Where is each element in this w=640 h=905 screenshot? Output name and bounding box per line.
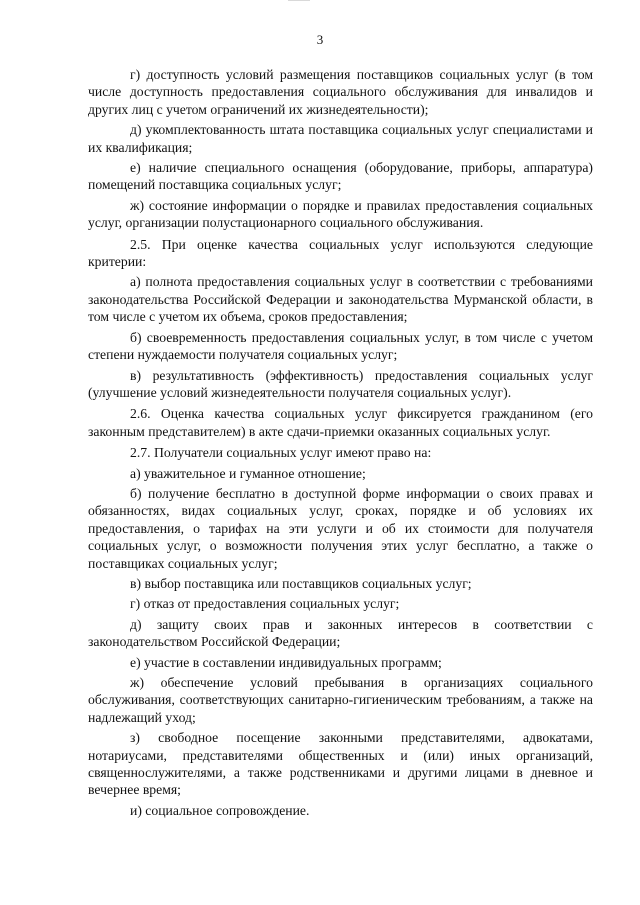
- right-i: и) социальное сопровождение.: [130, 802, 310, 818]
- paragraph-criterion-d: д) укомплектованность штата поставщика социальных услуг специалистами и их квалификация;: [88, 122, 593, 155]
- right-g: г) отказ от предоставления социальных услуг;: [130, 596, 400, 612]
- right-zh: ж) обеспечение условий пребывания в организациях социального обслуживания, соответствующих санитарно-гигиеническим требованиям, а также на надлежащий уход;: [88, 675, 593, 725]
- right-z: з) свободное посещение законными представителями, адвокатами, нотариусами, представителями общественных и (или) иных организаций, священнослужителями, а также родственниками и другими лицами в дневное и вечернее время;: [88, 730, 593, 798]
- right-d: д) защиту своих прав и законных интересов в соответствии с законодательством Российской Федерации;: [88, 616, 593, 650]
- right-a: а) уважительное и гуманное отношение;: [130, 465, 366, 481]
- scan-edge-mark: [288, 0, 310, 1]
- paragraph-criterion-zh: ж) состояние информации о порядке и правилах предоставления социальных услуг, организации полустационарного социального обслуживания.: [88, 197, 593, 231]
- right-b: б) получение бесплатно в доступной форме информации о своих правах и обязанностях, видах социальных услуг, сроках, порядке и об условиях их предоставления, о тарифах на эти услуги и об их стоимости для получателя социальных услуг, о возможности получения этих услуг бесплатно, а также о поставщиках социальных услуг;: [88, 485, 593, 571]
- paragraph-criterion-v: в) результативность (эффективность) предоставления социальных услуг (улучшение условий жизнедеятельности получателя социальных услуг).: [88, 367, 593, 400]
- page-number: 3: [316, 32, 324, 47]
- paragraph-criterion-e: е) наличие специального оснащения (оборудование, приборы, аппаратура) помещений поставщика социальных услуг;: [88, 160, 593, 193]
- paragraph-criterion-a: а) полнота предоставления социальных услуг в соответствии с требованиями законодательства Российской Федерации и законодательства Мурманской области, в том числе с учетом их объема, сроков предоставления;: [88, 274, 593, 325]
- section-2-6-text: 2.6. Оценка качества социальных услуг фиксируется гражданином (его законным представителем) в акте сдачи-приемки оказанных социальных услуг.: [88, 406, 593, 439]
- section-2-7-heading: 2.7. Получатели социальных услуг имеют право на:: [130, 445, 432, 461]
- right-e: е) участие в составлении индивидуальных программ;: [130, 654, 442, 670]
- section-2-5-heading: 2.5. При оценке качества социальных услуг используются следующие критерии:: [88, 236, 593, 270]
- paragraph-criterion-g: г) доступность условий размещения поставщиков социальных услуг (в том числе доступность предоставления социального обслуживания для инвалидов и других лиц с учетом ограничений их жизнедеятельности);: [88, 67, 593, 117]
- right-v: в) выбор поставщика или поставщиков социальных услуг;: [130, 575, 472, 591]
- paragraph-criterion-b: б) своевременность предоставления социальных услуг, в том числе с учетом степени нуждаемости получателя социальных услуг;: [88, 329, 593, 363]
- document-body: [88, 66, 593, 819]
